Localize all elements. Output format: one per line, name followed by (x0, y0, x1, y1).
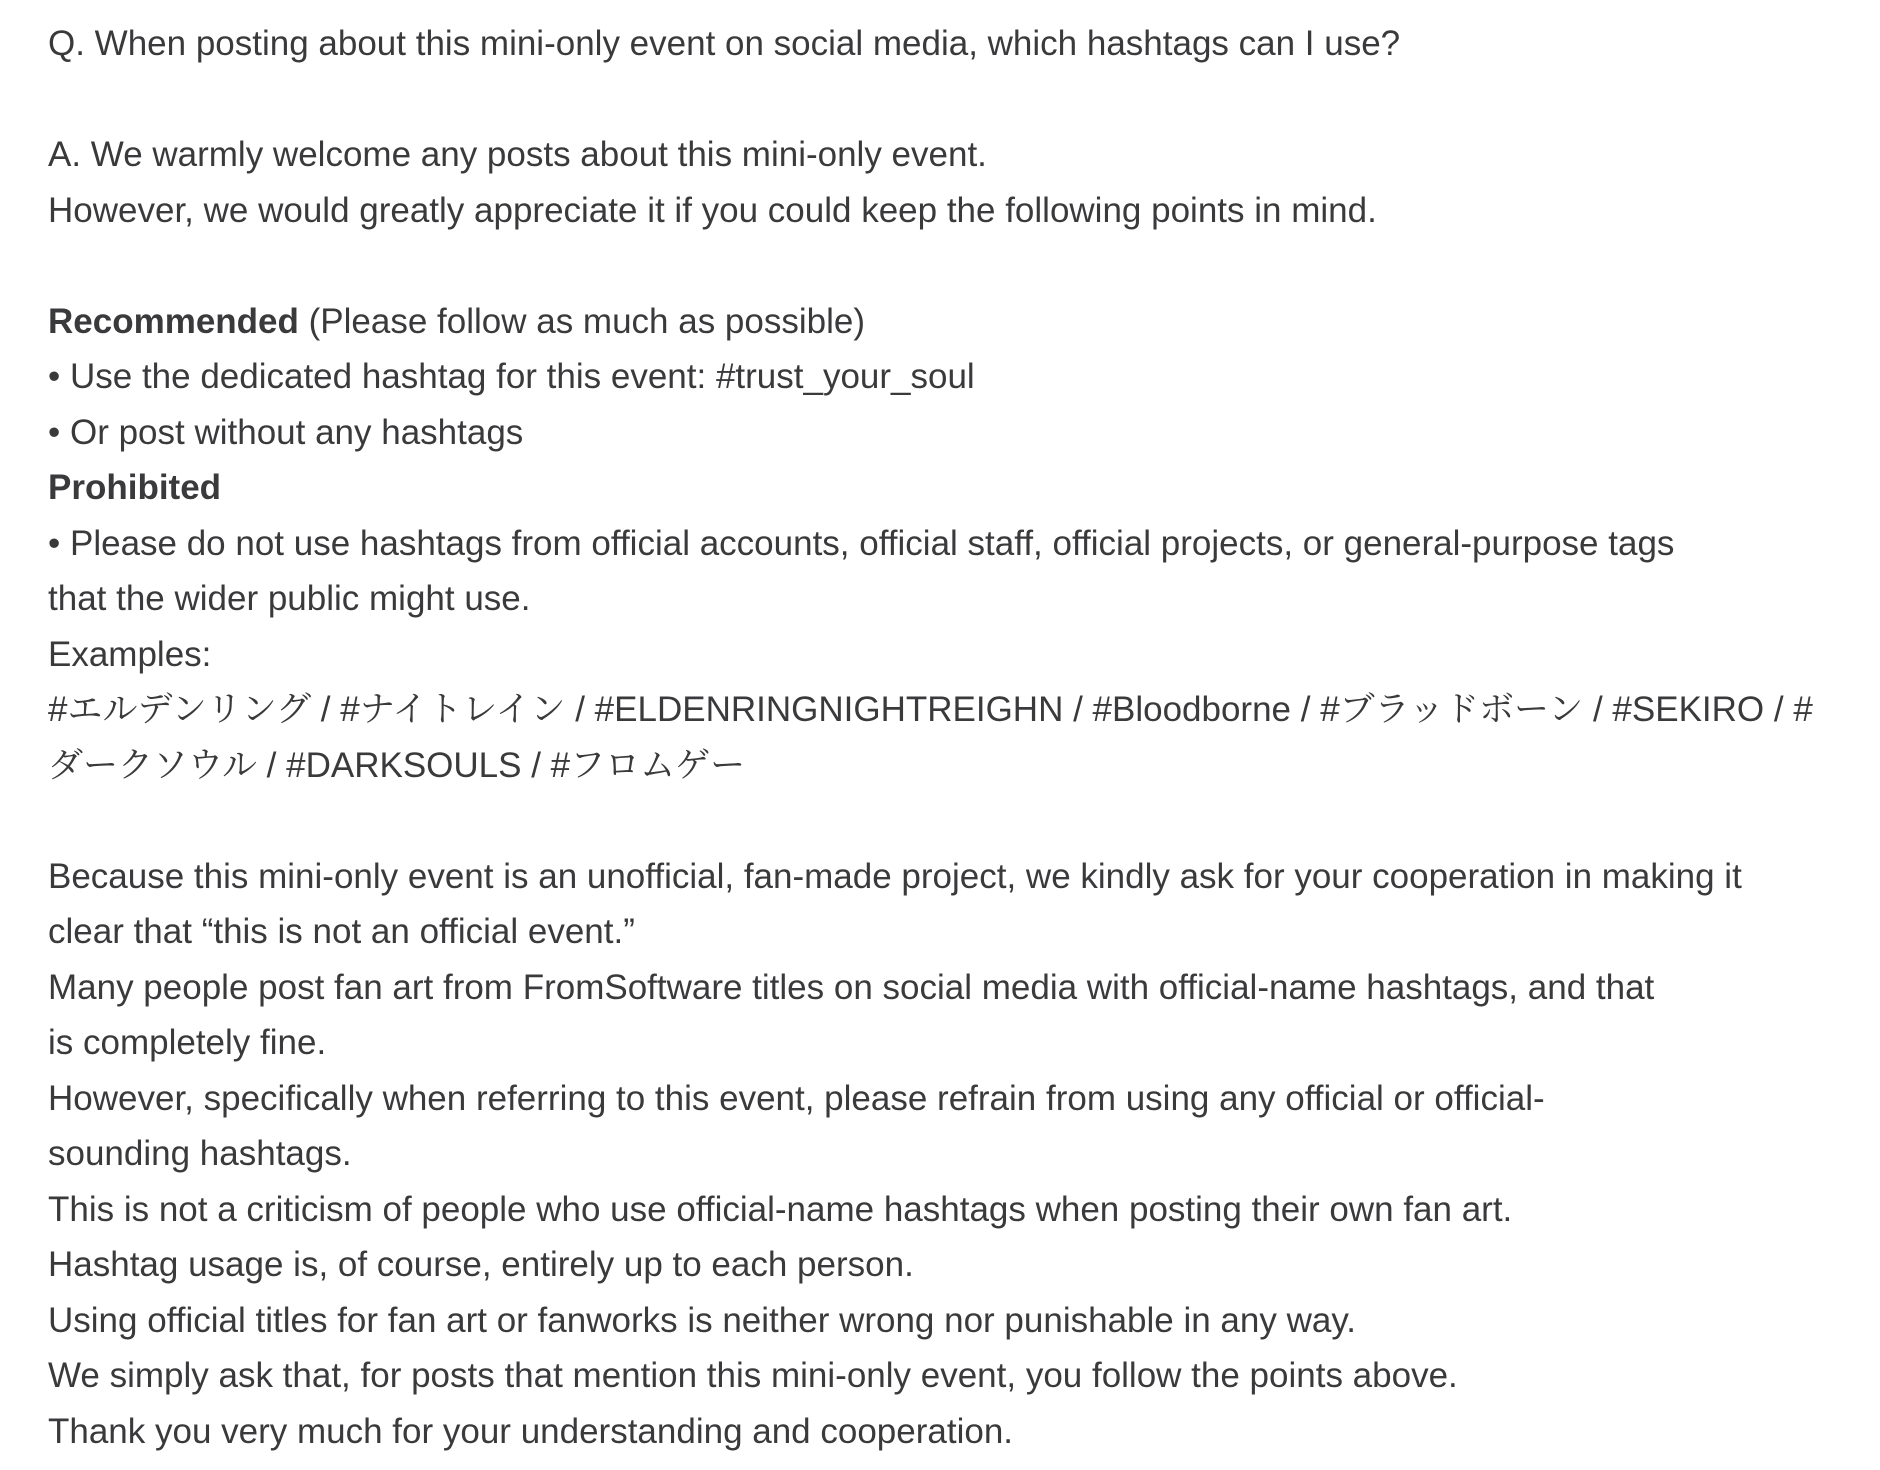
closing-line: Hashtag usage is, of course, entirely up to each person. (48, 1245, 914, 1284)
closing-line: Thank you very much for your understanding and cooperation. (48, 1411, 1014, 1451)
spacer (48, 72, 1848, 128)
closing-line: is completely fine. (48, 1023, 327, 1062)
recommended-heading: Recommended (48, 301, 299, 341)
closing-line: However, specifically when referring to this event, please refrain from using any official or official- (48, 1078, 1545, 1118)
prohibited-heading: Prohibited (48, 468, 222, 507)
prohibited-item: • Please do not use hashtags from official accounts, official staff, official projects, or general-purpose tags (48, 523, 1675, 563)
closing-line: Using official titles for fan art or fanworks is neither wrong nor punishable in any way. (48, 1300, 1356, 1340)
question-text: Q. When posting about this mini-only event on social media, which hashtags can I use? (48, 24, 1401, 63)
recommended-section-header (48, 294, 1848, 350)
closing-line: We simply ask that, for posts that mention this mini-only event, you follow the points above. (48, 1356, 1458, 1395)
recommended-item: • Use the dedicated hashtag for this event: #trust_your_soul (48, 357, 975, 396)
answer-line: However, we would greatly appreciate it if you could keep the following points in mind. (48, 190, 1377, 230)
examples-hashtags: ダークソウル / #DARKSOULS / #フロムゲー (48, 745, 746, 785)
prohibited-item: that the wider public might use. (48, 579, 531, 618)
answer-line: A. We warmly welcome any posts about this mini-only event. (48, 135, 987, 174)
closing-line: sounding hashtags. (48, 1134, 352, 1173)
closing-line: Many people post fan art from FromSoftware titles on social media with official-name hashtags, and that (48, 967, 1655, 1007)
closing-line: clear that “this is not an official event.” (48, 912, 635, 951)
examples-label: Examples: (48, 634, 212, 674)
examples-hashtags: #エルデンリング / #ナイトレイン / #ELDENRINGNIGHTREIGHN / #Bloodborne / #ブラッドボーン / #SEKIRO / # (48, 690, 1813, 729)
closing-line: Because this mini-only event is an unofficial, fan-made project, we kindly ask for your cooperation in making it (48, 856, 1742, 896)
spacer (48, 793, 1848, 849)
recommended-note: (Please follow as much as possible) (298, 301, 865, 341)
recommended-item: • Or post without any hashtags (48, 412, 524, 452)
faq-document (48, 16, 1848, 1459)
spacer (48, 238, 1848, 294)
closing-line: This is not a criticism of people who use official-name hashtags when posting their own fan art. (48, 1189, 1513, 1229)
